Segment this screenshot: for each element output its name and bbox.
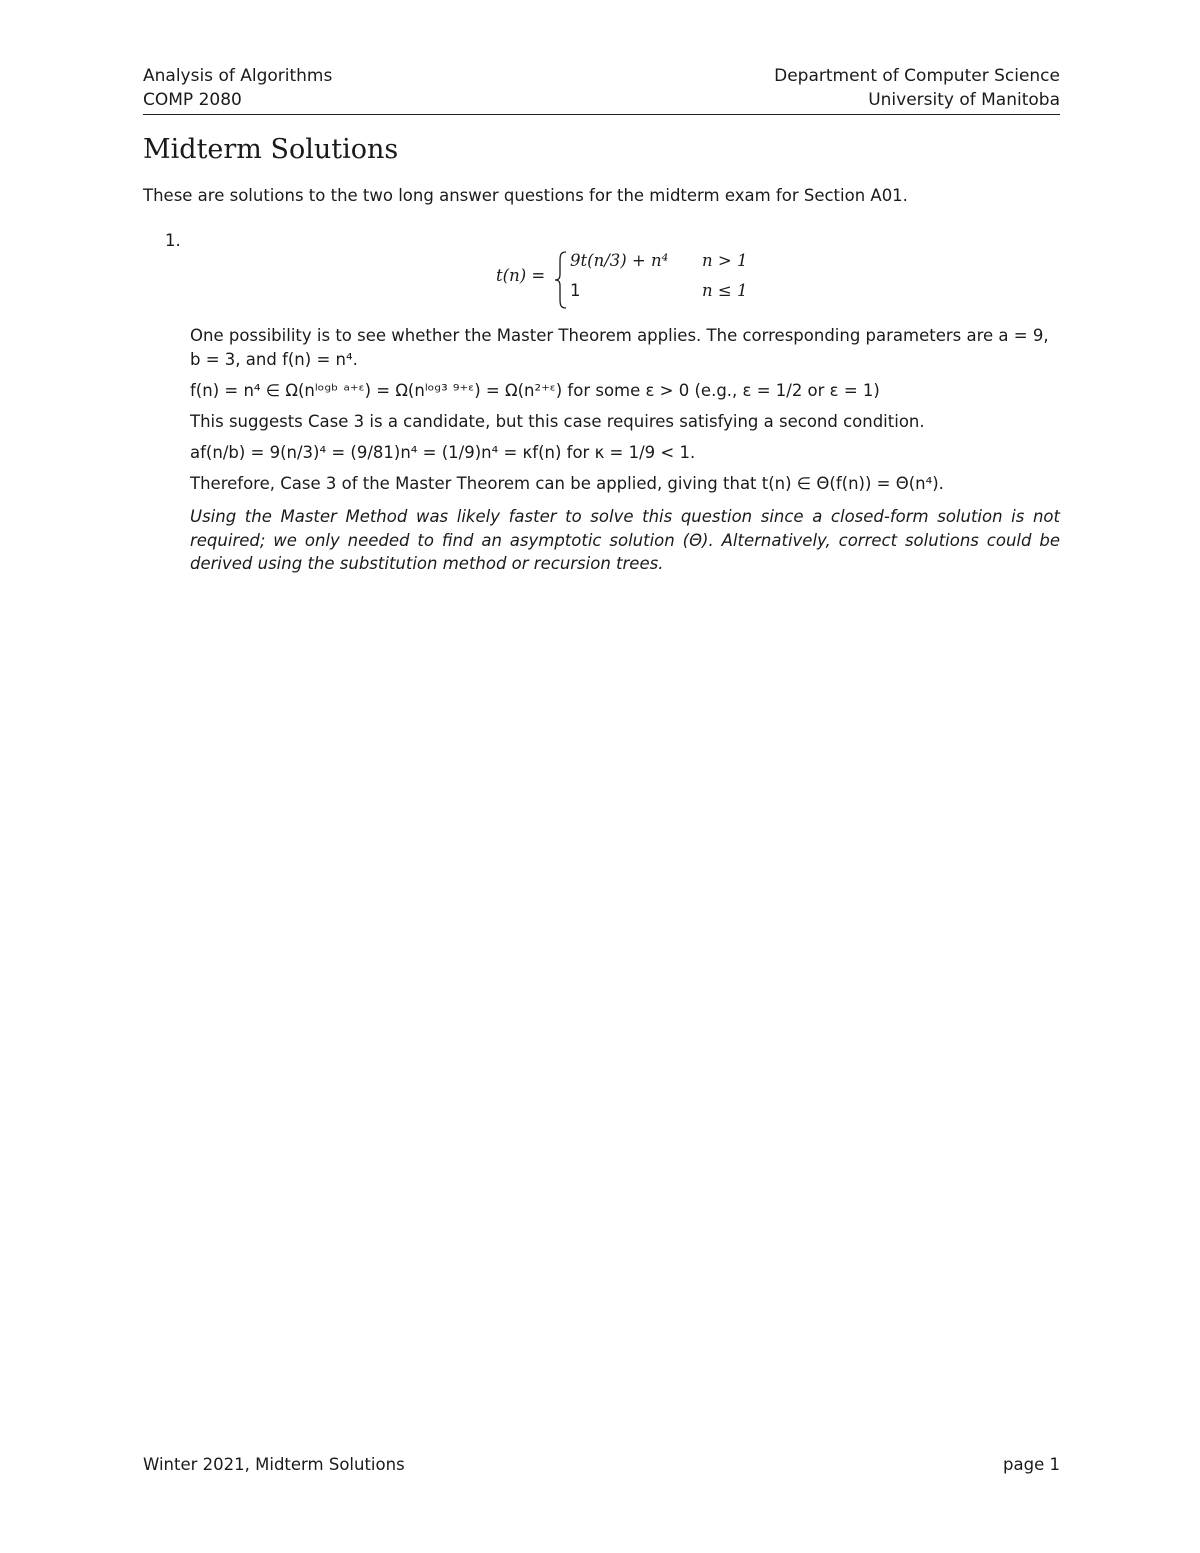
answer-line-1: One possibility is to see whether the Master Theorem applies. The corresponding parameters are a = 9, [190,326,1049,345]
case2-expression: 1 [570,281,581,300]
question-number: 1. [165,231,181,250]
case2-condition: n ≤ 1 [702,281,748,300]
italic-note: Using the Master Method was likely faster to solve this question since a closed-form solution is not required; we only needed to find an asymptotic solution (Θ). Alternatively, correct solutions could be derived using the substitution method or recursion trees. [190,507,1060,573]
answer-line-5: af(n/b) = 9(n/3)⁴ = (9/81)n⁴ = (1/9)n⁴ = κf(n) for κ = 1/9 < 1. [190,443,696,462]
university: University of Manitoba [868,90,1060,110]
answer-line-2: b = 3, and f(n) = n⁴. [190,350,358,369]
case1-expression: 9t(n/3) + n⁴ [570,251,669,270]
page-title: Midterm Solutions [143,134,399,165]
answer-line-4: This suggests Case 3 is a candidate, but this case requires satisfying a second condition. [190,412,925,431]
answer-line-6: Therefore, Case 3 of the Master Theorem can be applied, giving that t(n) ∈ Θ(f(n)) = Θ(n⁴). [190,474,944,493]
footer-left: Winter 2021, Midterm Solutions [143,1455,405,1474]
intro-text: These are solutions to the two long answer questions for the midterm exam for Section A01. [143,186,908,205]
department: Department of Computer Science [774,66,1060,86]
case1-condition: n > 1 [702,251,748,270]
recurrence-equation [496,250,816,312]
page-header [143,64,1060,115]
answer-line-3: f(n) = n⁴ ∈ Ω(nˡᵒᵍᵇ ᵃ⁺ᵋ) = Ω(nˡᵒᵍ³ ⁹⁺ᵋ) = Ω(n²⁺ᵋ) for some ε > 0 (e.g., ε = 1/2 or ε = 1) [190,381,880,400]
course-name: Analysis of Algorithms [143,66,333,86]
page-number: page 1 [1003,1455,1060,1474]
equation-lhs: t(n) = [496,266,546,285]
course-code: COMP 2080 [143,90,242,110]
left-brace-icon [554,250,568,310]
